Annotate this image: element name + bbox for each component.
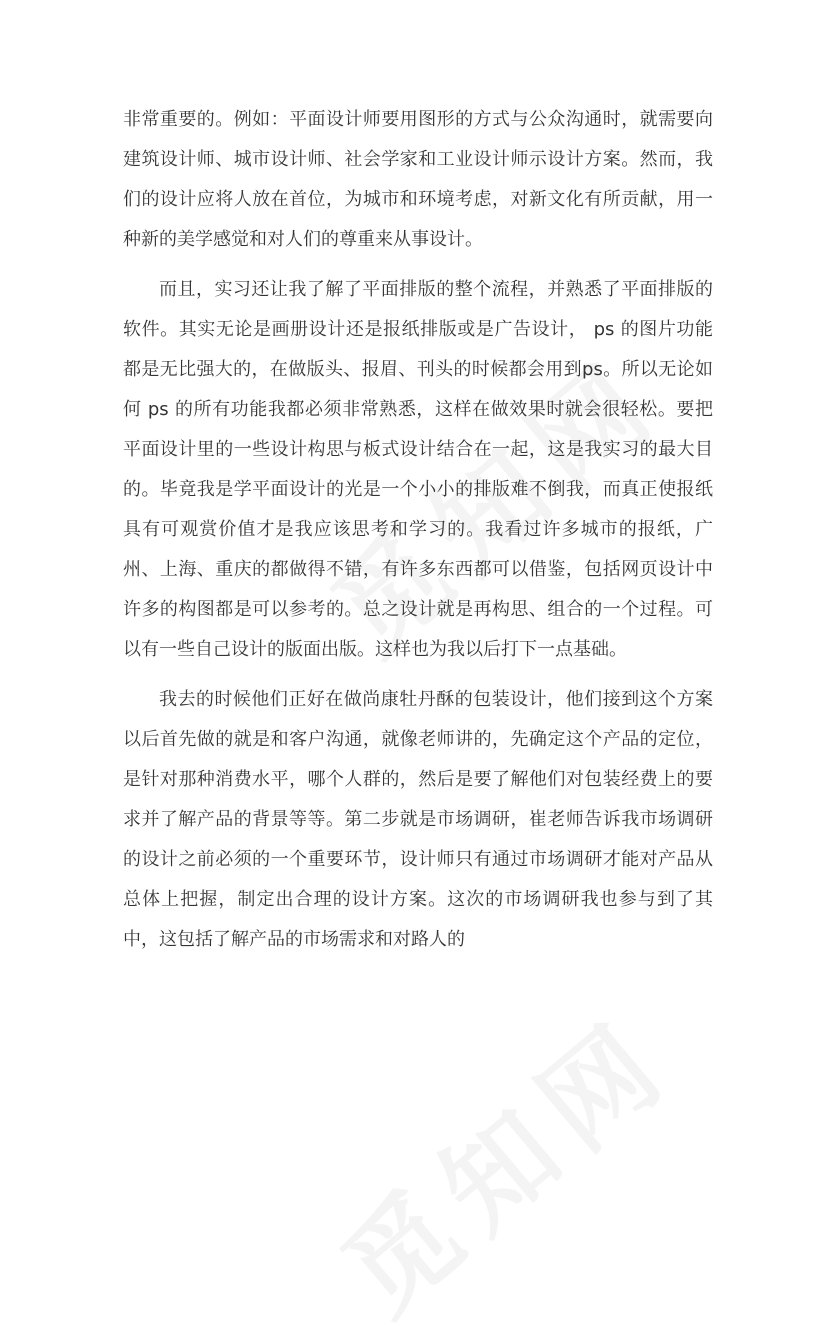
paragraph: 我去的时候他们正好在做尚康牡丹酥的包装设计，他们接到这个方案以后首先做的就是和客户沟通，就像老师讲的，先确定这个产品的定位，是针对那种消费水平，哪个人群的，然后是要了解他们对包装经费上的要求并了解产品的背景等等。第二步就是市场调研，崔老师告诉我市场调研的设计之前必须的一个重要环节，设计师只有通过市场调研才能对产品从总体上把握，制定出合理的设计方案。这次的市场调研我也参与到了其中，这包括了解产品的市场需求和对路人的 (123, 689, 713, 950)
paragraph: 而且，实习还让我了解了平面排版的整个流程，并熟悉了平面排版的软件。其实无论是画册设计还是报纸排版或是广告设计， ps 的图片功能都是无比强大的，在做版头、报眉、刊头的时候都会用到ps。所以无论如何 ps 的所有功能我都必须非常熟悉，这样在做效果时就会很轻松。要把平面设计里的一些设计构思与板式设计结合在一起，这是我实习的最大目的。毕竟我是学平面设计的光是一个小小的排版难不倒我，而真正使报纸具有可观赏价值才是我应该思考和学习的。我看过许多城市的报纸，广州、上海、重庆的都做得不错，有许多东西都可以借鉴，包括网页设计中许多的构图都是可以参考的。总之设计就是再构思、组合的一个过程。可以有一些自己设计的版面出版。这样也为我以后打下一点基础。 (123, 279, 713, 660)
watermark (304, 975, 700, 1343)
paragraph: 非常重要的。例如：平面设计师要用图形的方式与公众沟通时，就需要向建筑设计师、城市设计师、社会学家和工业设计师示设计方案。然而，我们的设计应将人放在首位，为城市和环境考虑，对新文化有所贡献，用一种新的美学感觉和对人们的尊重来从事设计。 (123, 109, 713, 250)
document-body (123, 100, 713, 960)
